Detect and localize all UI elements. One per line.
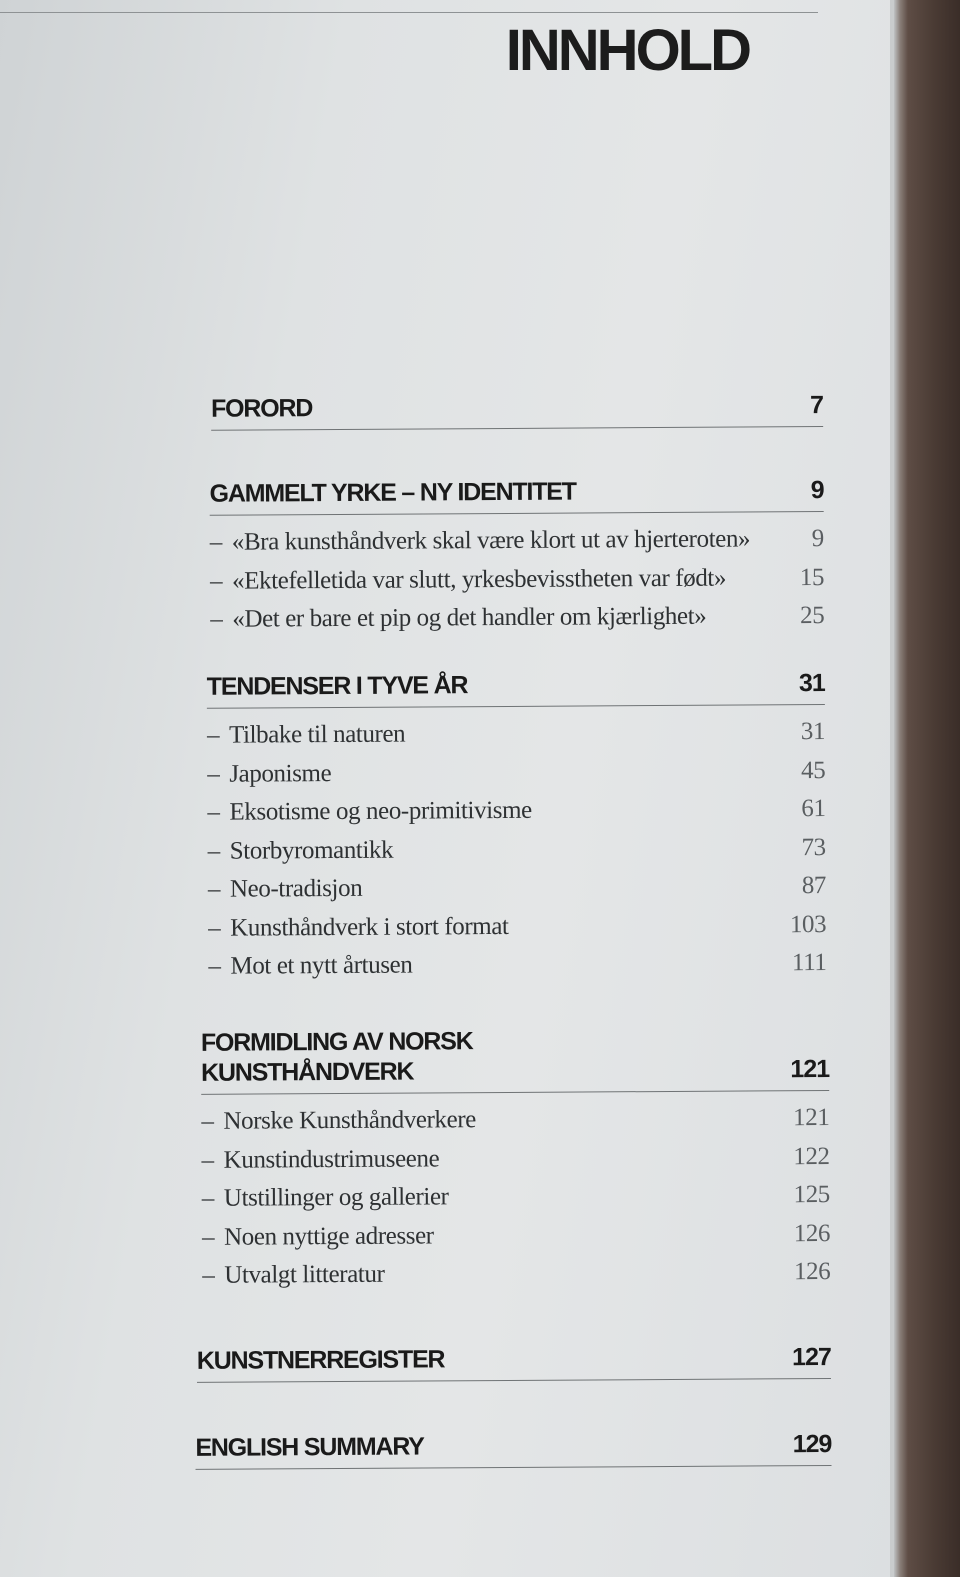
entry-page-number: 126 xyxy=(793,1257,831,1286)
toc-section-formidling xyxy=(201,1024,831,1295)
entry-title: «Det er bare et pip og det handler om kjærlighet» xyxy=(232,602,707,633)
entry-page-number: 61 xyxy=(801,795,826,823)
entry-page-number: 31 xyxy=(800,718,826,746)
toc-entry: – Japonisme 45 xyxy=(207,752,825,794)
section-items xyxy=(201,1099,830,1295)
entry-page-number: 121 xyxy=(792,1104,830,1132)
toc-entry: – Kunstindustrimuseene 122 xyxy=(202,1138,830,1180)
toc-entry: – Kunsthåndverk i stort format 103 xyxy=(208,906,826,948)
entry-title: Neo-tradisjon xyxy=(229,874,363,903)
entry-title: Mot et nytt årtusen xyxy=(230,951,413,980)
toc-entry: – Mot et nytt årtusen 111 xyxy=(208,944,826,986)
entry-page-number: 87 xyxy=(801,872,827,900)
section-page-number: 129 xyxy=(792,1429,832,1459)
section-title: ENGLISH SUMMARY xyxy=(195,1432,424,1462)
toc-entry: – Neo-tradisjon 87 xyxy=(208,867,826,909)
section-page-number: 121 xyxy=(790,1055,830,1084)
toc-section-kunstnerregister xyxy=(197,1342,831,1383)
section-title: TENDENSER I TYVE ÅR xyxy=(206,671,468,701)
entry-title: Kunstindustrimuseene xyxy=(223,1144,440,1174)
entry-page-number: 122 xyxy=(793,1142,830,1170)
entry-title: Norske Kunsthåndverkere xyxy=(223,1106,477,1135)
section-items xyxy=(210,520,825,639)
toc-entry: – «Ektefelletida var slutt, yrkesbevisstheten var født» 15 xyxy=(210,559,824,601)
toc-section-gammelt-yrke xyxy=(209,475,824,639)
page-title: INNHOLD xyxy=(505,18,749,83)
toc-entry: – Eksotisme og neo-primitivisme 61 xyxy=(207,790,825,832)
toc-entry: – «Det er bare et pip og det handler om kjærlighet» 25 xyxy=(210,597,824,639)
entry-title: «Bra kunsthåndverk skal være klort ut av hjerteroten» xyxy=(231,525,751,556)
toc-entry: – «Bra kunsthåndverk skal være klort ut av hjerteroten» 9 xyxy=(210,520,824,562)
toc-entry: – Noen nyttige adresser 126 xyxy=(202,1214,830,1256)
section-items xyxy=(207,713,827,986)
entry-page-number: 15 xyxy=(799,563,825,591)
entry-title: Kunsthåndverk i stort format xyxy=(230,912,509,942)
entry-page-number: 103 xyxy=(789,910,827,938)
toc-entry: – Utstillinger og gallerier 125 xyxy=(202,1176,830,1218)
entry-title: Eksotisme og neo-primitivisme xyxy=(229,796,532,826)
entry-title: Utvalgt litteratur xyxy=(224,1260,385,1289)
book-cover-edge xyxy=(894,0,960,1577)
section-page-number: 127 xyxy=(792,1342,831,1372)
entry-title: «Ektefelletida var slutt, yrkesbevisstheten var født» xyxy=(232,564,727,595)
section-page-number: 7 xyxy=(810,391,824,420)
section-page-number: 9 xyxy=(810,476,824,505)
entry-page-number: 126 xyxy=(793,1219,831,1247)
section-page-number: 31 xyxy=(798,669,825,698)
toc-entry: – Tilbake til naturen 31 xyxy=(207,713,825,755)
entry-page-number: 125 xyxy=(793,1181,830,1209)
toc-section-tendenser xyxy=(207,668,827,986)
section-title-line-2: KUNSTHÅNDVERK xyxy=(201,1057,414,1087)
entry-page-number: 73 xyxy=(801,833,826,861)
toc-section-forord xyxy=(211,390,823,431)
section-title: GAMMELT YRKE – NY IDENTITET xyxy=(209,477,576,508)
entry-title: Utstillinger og gallerier xyxy=(223,1183,449,1212)
entry-title: Noen nyttige adresser xyxy=(224,1221,434,1251)
entry-title: Tilbake til naturen xyxy=(228,720,406,749)
toc-entry: – Storbyromantikk 73 xyxy=(208,829,826,871)
entry-page-number: 9 xyxy=(811,525,824,553)
toc-section-english-summary xyxy=(195,1429,831,1470)
entry-page-number: 45 xyxy=(800,756,826,784)
toc-entry: – Utvalgt litteratur 126 xyxy=(202,1253,830,1295)
section-title: FORORD xyxy=(210,394,313,423)
entry-page-number: 25 xyxy=(800,602,825,630)
entry-page-number: 111 xyxy=(791,949,827,977)
section-title: KUNSTNERREGISTER xyxy=(196,1345,445,1375)
entry-title: Storbyromantikk xyxy=(229,836,394,865)
toc-entry: – Norske Kunsthåndverkere 121 xyxy=(201,1099,829,1141)
entry-title: Japonisme xyxy=(229,759,332,788)
section-title-line-1: FORMIDLING AV NORSK xyxy=(200,1027,473,1057)
